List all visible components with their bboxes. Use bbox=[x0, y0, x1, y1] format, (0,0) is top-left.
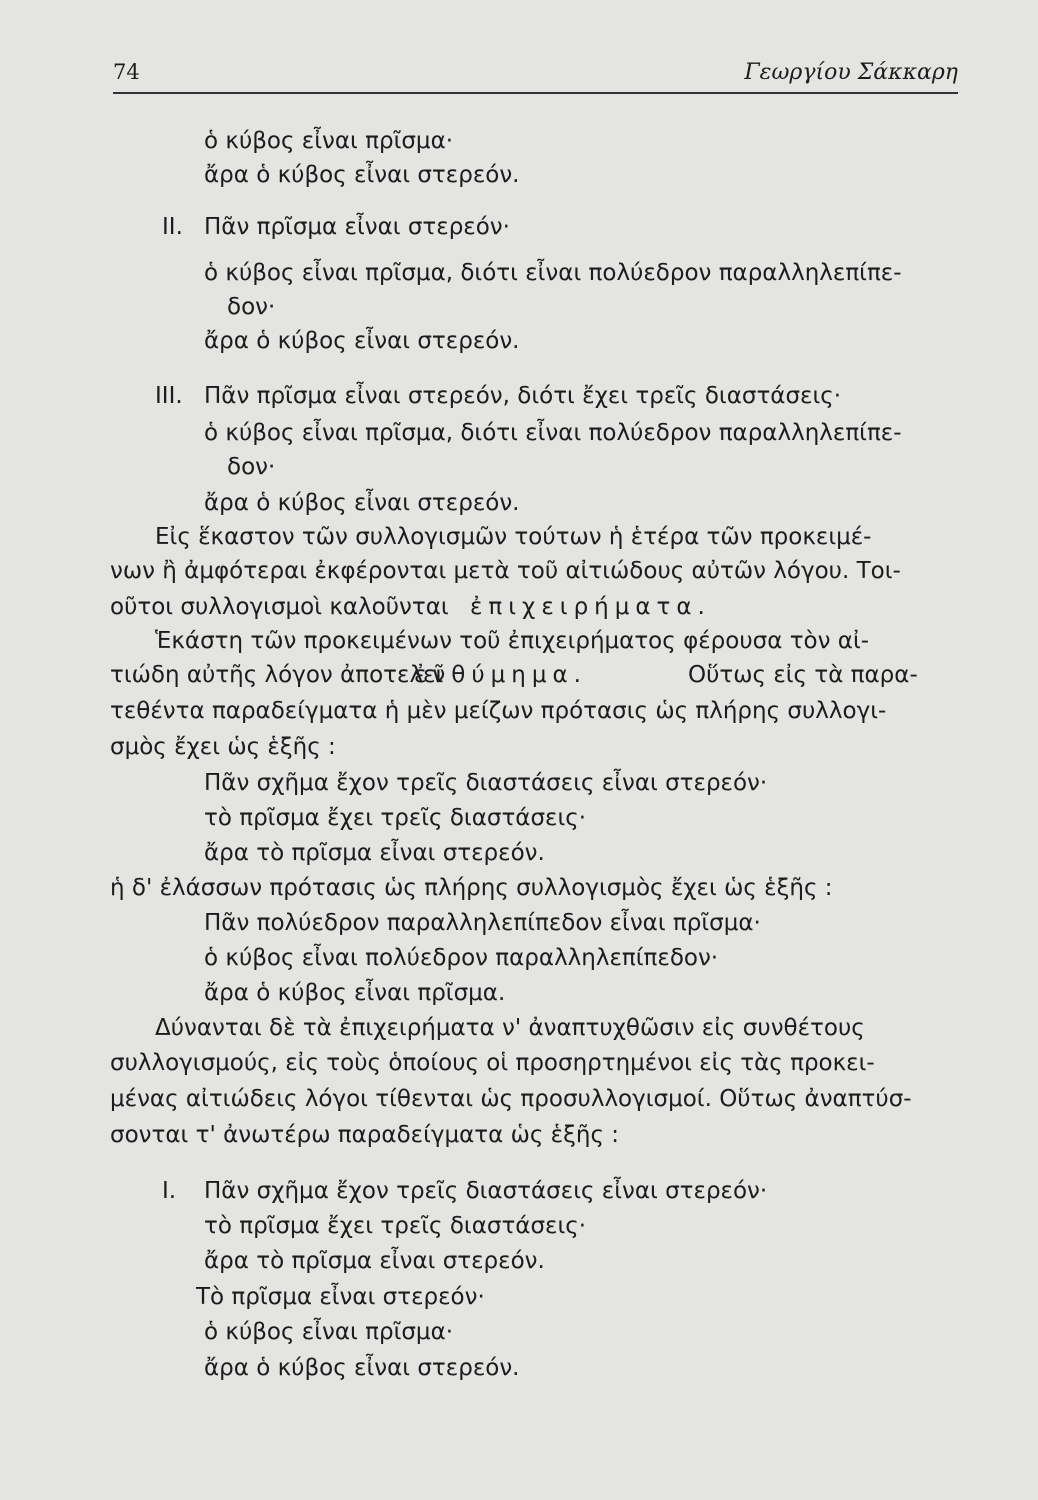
text-line: Πᾶν πρῖσμα εἶναι στερεόν· bbox=[204, 214, 510, 240]
text-line: ὁ κύβος εἶναι πρῖσμα· bbox=[204, 128, 454, 154]
text-line: ἄρα ὁ κύβος εἶναι στερεόν. bbox=[204, 1355, 520, 1381]
text-line: ἄρα ὁ κύβος εἶναι στερεόν. bbox=[204, 490, 520, 516]
text-line: ἄρα τὸ πρῖσμα εἶναι στερεόν. bbox=[204, 1248, 545, 1274]
text-line: τεθέντα παραδείγματα ἡ μὲν μείζων πρότασις ὡς πλήρης συλλογι- bbox=[110, 698, 887, 724]
page-number: 74 bbox=[113, 60, 140, 84]
text-line: μένας αἰτιώδεις λόγοι τίθενται ὡς προσυλλογισμοί. Οὕτως ἀναπτύσ- bbox=[110, 1086, 912, 1112]
text-line: ὁ κύβος εἶναι πρῖσμα, διότι εἶναι πολύεδρον παραλληλεπίπε- bbox=[204, 260, 902, 286]
text-line: σονται τ' ἀνωτέρω παραδείγματα ὡς ἑξῆς : bbox=[110, 1122, 620, 1148]
running-header bbox=[113, 58, 958, 94]
text-line: Πᾶν πρῖσμα εἶναι στερεόν, διότι ἔχει τρεῖς διαστάσεις· bbox=[204, 383, 842, 409]
text-line: δον· bbox=[227, 294, 276, 320]
text-line: Δύνανται δὲ τὰ ἐπιχειρήματα ν' ἀναπτυχθῶσιν εἰς συνθέτους bbox=[155, 1015, 865, 1041]
text-line: ἡ δ' ἐλάσσων πρότασις ὡς πλήρης συλλογισμὸς ἔχει ὡς ἑξῆς : bbox=[110, 875, 833, 901]
text-line: Πᾶν σχῆμα ἔχον τρεῖς διαστάσεις εἶναι στερεόν· bbox=[204, 770, 768, 796]
running-title-author: Γεωργίου Σάκκαρη bbox=[744, 60, 958, 85]
list-numeral-i: I. bbox=[162, 1178, 177, 1204]
text-line: Πᾶν σχῆμα ἔχον τρεῖς διαστάσεις εἶναι στερεόν· bbox=[204, 1178, 768, 1204]
text-line: Ἑκάστη τῶν προκειμένων τοῦ ἐπιχειρήματος φέρουσα τὸν αἰ- bbox=[155, 628, 870, 654]
text-line: ὁ κύβος εἶναι πρῖσμα, διότι εἶναι πολύεδρον παραλληλεπίπε- bbox=[204, 420, 902, 446]
text-line: Οὕτως εἰς τὰ παρα- bbox=[688, 662, 918, 688]
text-line: ὁ κύβος εἶναι πρῖσμα· bbox=[204, 1319, 454, 1345]
text-line: νων ἢ ἀμφότεραι ἐκφέρονται μετὰ τοῦ αἰτιώδους αὐτῶν λόγου. Τοι- bbox=[110, 558, 901, 584]
text-line: ἄρα ὁ κύβος εἶναι στερεόν. bbox=[204, 328, 520, 354]
spaced-term: ἐνθύμημα. bbox=[414, 662, 587, 688]
text-line: συλλογισμούς, εἰς τοὺς ὁποίους οἱ προσηρτημένοι εἰς τὰς προκει- bbox=[110, 1050, 875, 1076]
text-line: Τὸ πρῖσμα εἶναι στερεόν· bbox=[196, 1284, 485, 1310]
text-line: Εἰς ἕκαστον τῶν συλλογισμῶν τούτων ἡ ἑτέρα τῶν προκειμέ- bbox=[155, 524, 872, 550]
text-line: ἄρα ὁ κύβος εἶναι πρῖσμα. bbox=[204, 980, 506, 1006]
text-line: Πᾶν πολύεδρον παραλληλεπίπεδον εἶναι πρῖσμα· bbox=[204, 910, 761, 936]
spaced-term: ἐπιχειρήματα. bbox=[470, 594, 711, 620]
text-line: τὸ πρῖσμα ἔχει τρεῖς διαστάσεις· bbox=[204, 805, 587, 831]
text-line: τὸ πρῖσμα ἔχει τρεῖς διαστάσεις· bbox=[204, 1213, 587, 1239]
list-numeral-ii: II. bbox=[162, 214, 183, 240]
text-line: ἄρα ὁ κύβος εἶναι στερεόν. bbox=[204, 162, 520, 188]
text-line: οῦτοι συλλογισμοὶ καλοῦνται bbox=[110, 594, 449, 620]
text-line: τιώδη αὐτῆς λόγον ἀποτελεῖ bbox=[110, 662, 444, 688]
text-line: δον· bbox=[227, 454, 276, 480]
text-line: ἄρα τὸ πρῖσμα εἶναι στερεόν. bbox=[204, 840, 545, 866]
text-line: ὁ κύβος εἶναι πολύεδρον παραλληλεπίπεδον· bbox=[204, 945, 719, 971]
text-line: σμὸς ἔχει ὡς ἑξῆς : bbox=[110, 734, 336, 760]
list-numeral-iii: III. bbox=[155, 383, 183, 409]
